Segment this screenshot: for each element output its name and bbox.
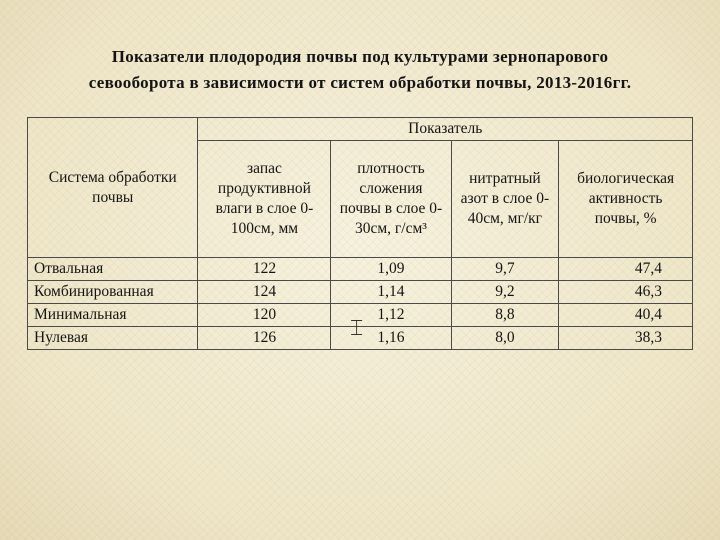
cell-density: 1,12 — [331, 304, 451, 327]
cell-nitrate: 8,8 — [451, 304, 559, 327]
header-bio-activity: биологическая активность почвы, % — [559, 141, 693, 258]
row-name: Минимальная — [28, 304, 198, 327]
header-density: плотность сложения почвы в слое 0-30см, г/см³ — [331, 141, 451, 258]
row-name: Нулевая — [28, 327, 198, 350]
header-moisture: запас продуктивной влаги в слое 0-100см, мм — [198, 141, 331, 258]
row-name: Отвальная — [28, 258, 198, 281]
title-line-1: Показатели плодородия почвы под культурами зернопарового — [111, 47, 609, 66]
table-row — [28, 258, 693, 281]
cell-moisture: 126 — [198, 327, 331, 350]
cell-density: 1,16 — [331, 327, 451, 350]
table-row — [28, 281, 693, 304]
cell-bio-activity: 47,4 — [559, 258, 693, 281]
header-system: Система обработки почвы — [28, 118, 198, 258]
cell-bio-activity: 46,3 — [559, 281, 693, 304]
header-nitrate: нитратный азот в слое 0-40см, мг/кг — [451, 141, 559, 258]
cell-moisture: 124 — [198, 281, 331, 304]
cell-bio-activity: 40,4 — [559, 304, 693, 327]
cell-density: 1,14 — [331, 281, 451, 304]
cell-nitrate: 8,0 — [451, 327, 559, 350]
slide-title — [28, 44, 692, 96]
cell-bio-activity: 38,3 — [559, 327, 693, 350]
cell-density: 1,09 — [331, 258, 451, 281]
text-cursor-icon: ⌶ — [350, 316, 364, 341]
title-line-2: севооборота в зависимости от систем обработки почвы, 2013-2016гг. — [88, 73, 632, 92]
header-indicator: Показатель — [198, 118, 693, 141]
cell-nitrate: 9,7 — [451, 258, 559, 281]
cell-moisture: 122 — [198, 258, 331, 281]
header-row-1 — [28, 118, 693, 141]
row-name: Комбинированная — [28, 281, 198, 304]
cell-nitrate: 9,2 — [451, 281, 559, 304]
cell-moisture: 120 — [198, 304, 331, 327]
